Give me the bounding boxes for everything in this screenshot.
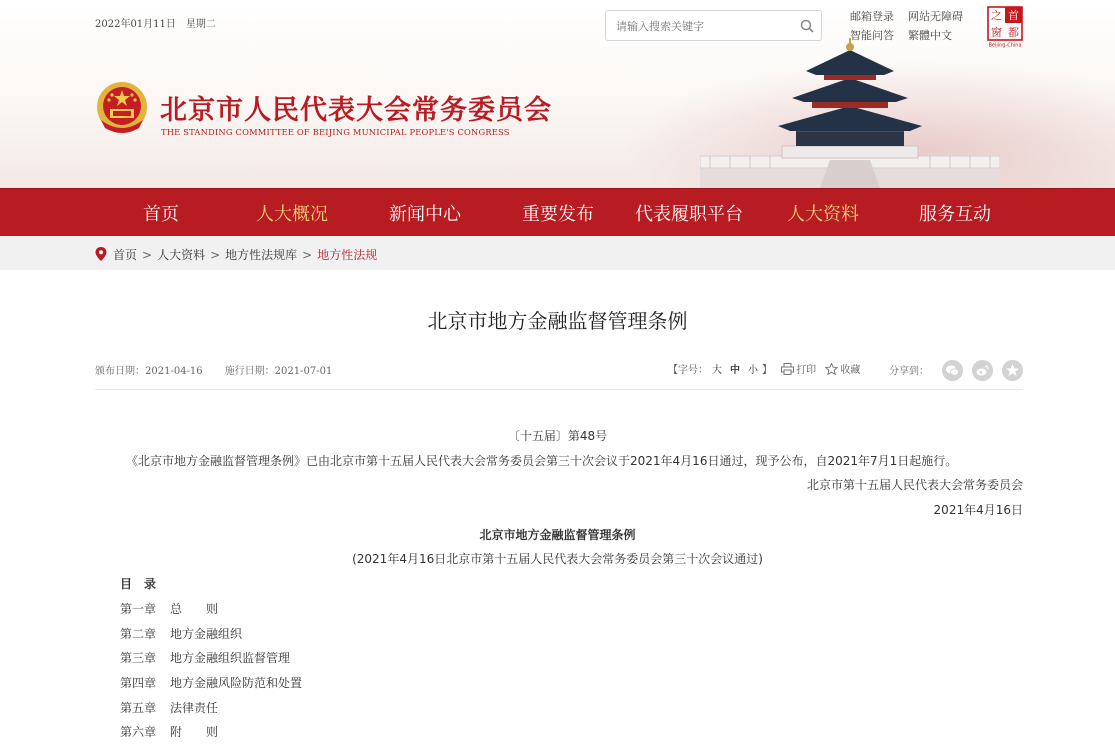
smart-qa-link[interactable]: 智能问答	[850, 29, 894, 42]
toc-item	[120, 723, 218, 740]
svg-text:都: 都	[1008, 26, 1019, 39]
toc-chapter-title: 总 则	[170, 602, 219, 616]
site-header	[0, 0, 1115, 188]
nav-home[interactable]: 首页	[143, 204, 179, 225]
toc-chapter-number: 第六章	[120, 725, 157, 739]
temple-of-heaven-illustration	[700, 38, 1000, 188]
share-label: 分享到：	[889, 366, 929, 377]
toc-title: 目 录	[120, 577, 157, 591]
svg-text:之: 之	[991, 9, 1002, 22]
toc-chapter-title: 地方金融组织监督管理	[170, 651, 291, 665]
breadcrumb-materials[interactable]: 人大资料	[157, 248, 206, 262]
search-box[interactable]	[605, 10, 822, 41]
law-note: (2021年4月16日北京市第十五届人民代表大会常务委员会第三十次会议通过)	[352, 552, 763, 566]
svg-text:Beijing-China: Beijing-China	[988, 42, 1022, 48]
article-title: 北京市地方金融监督管理条例	[427, 309, 688, 333]
breadcrumb	[95, 246, 377, 263]
meta-divider	[95, 389, 1023, 390]
issue-date: 2021年4月16日	[933, 503, 1023, 517]
main-nav	[0, 188, 1115, 236]
search-input[interactable]	[616, 17, 786, 35]
traditional-chinese-link[interactable]: 繁體中文	[908, 29, 952, 42]
toc-chapter-title: 地方金融组织	[170, 627, 243, 641]
star-icon[interactable]	[825, 363, 838, 375]
issuer: 北京市第十五届人民代表大会常务委员会	[806, 478, 1023, 492]
toc-chapter-number: 第四章	[120, 676, 157, 690]
accessibility-link[interactable]: 网站无障碍	[908, 10, 963, 23]
toc-item	[120, 600, 218, 617]
print-button[interactable]: 打印	[796, 365, 817, 376]
toc-chapter-number: 第二章	[120, 627, 157, 641]
site-subtitle: THE STANDING COMMITTEE OF BEIJING MUNICIPAL PEOPLE'S CONGRESS	[161, 127, 510, 137]
article-tools	[668, 361, 860, 376]
nav-news[interactable]: 新闻中心	[389, 204, 461, 225]
site-title: 北京市人民代表大会常务委员会	[160, 95, 552, 126]
svg-text:窗: 窗	[991, 26, 1002, 39]
svg-text:首: 首	[1008, 9, 1019, 22]
nav-materials[interactable]: 人大资料	[787, 204, 859, 225]
nav-releases[interactable]: 重要发布	[522, 204, 594, 225]
breadcrumb-separator: >	[210, 248, 221, 262]
article-meta	[95, 362, 354, 377]
law-title: 北京市地方金融监督管理条例	[479, 528, 636, 542]
toc-chapter-number: 第一章	[120, 602, 157, 616]
breadcrumb-separator: >	[142, 248, 153, 262]
issue-number: 〔十五届〕第48号	[507, 429, 608, 443]
header-date: 2022年01月11日 星期二	[95, 19, 216, 30]
toc-chapter-number: 第五章	[120, 701, 157, 715]
toc-item	[120, 699, 218, 716]
wechat-icon[interactable]	[942, 360, 963, 381]
font-size-large[interactable]: 大	[712, 365, 722, 376]
print-icon[interactable]	[781, 363, 794, 375]
search-icon[interactable]	[799, 18, 815, 34]
breadcrumb-law-library[interactable]: 地方性法规库	[225, 248, 298, 262]
breadcrumb-current[interactable]: 地方性法规	[317, 248, 378, 262]
nav-deputy-platform[interactable]: 代表履职平台	[635, 204, 743, 225]
font-size-small[interactable]: 小	[748, 365, 758, 376]
nav-service[interactable]: 服务互动	[919, 204, 991, 225]
toc-chapter-title: 附 则	[170, 725, 219, 739]
announcement-text: 《北京市地方金融监督管理条例》已由北京市第十五届人民代表大会常务委员会第三十次会议于2021年4月16日通过，现予公布，自2021年7月1日起施行。	[126, 454, 958, 468]
publish-date: 颁布日期：2021-04-16	[95, 366, 203, 377]
breadcrumb-bar	[0, 236, 1115, 270]
toc-item	[120, 649, 290, 666]
toc-chapter-title: 法律责任	[170, 701, 219, 715]
nav-overview[interactable]: 人大概况	[256, 204, 328, 225]
location-pin-icon	[95, 247, 107, 261]
font-size-label: 【字号：	[668, 365, 708, 376]
toc-item	[120, 625, 242, 642]
toc-item	[120, 674, 302, 691]
breadcrumb-separator: >	[302, 248, 313, 262]
font-size-medium[interactable]: 中	[730, 365, 740, 376]
weibo-icon[interactable]	[972, 360, 993, 381]
emblem-icon	[95, 80, 149, 138]
breadcrumb-home[interactable]: 首页	[113, 248, 138, 262]
font-size-end: 】	[762, 365, 772, 376]
qzone-icon[interactable]	[1002, 360, 1023, 381]
favorite-button[interactable]: 收藏	[840, 365, 861, 376]
toc-chapter-number: 第三章	[120, 651, 157, 665]
mail-login-link[interactable]: 邮箱登录	[850, 10, 894, 23]
toc-chapter-title: 地方金融风险防范和处置	[170, 676, 303, 690]
effective-date: 施行日期：2021-07-01	[224, 366, 333, 377]
